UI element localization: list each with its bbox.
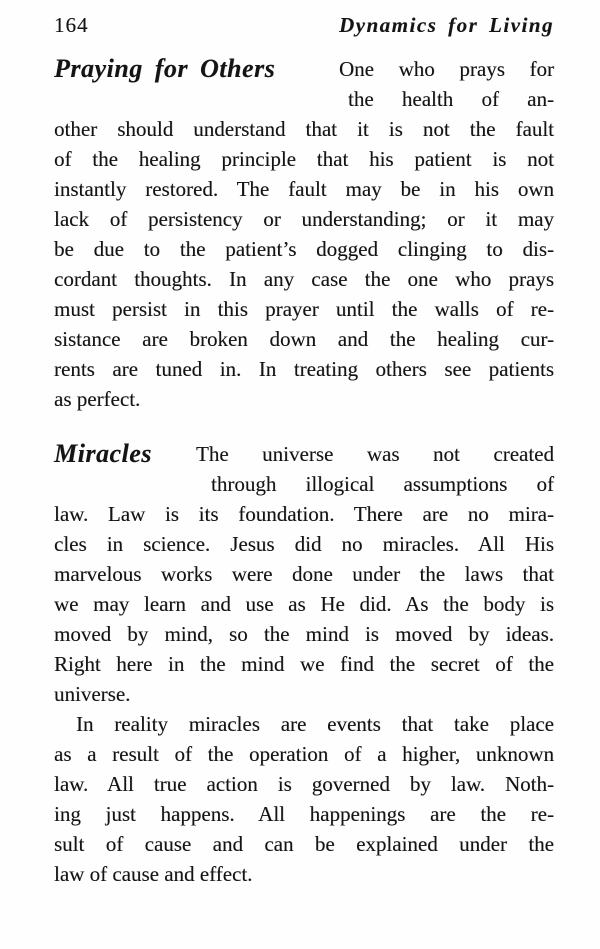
text-line: through illogical assumptions of: [211, 472, 554, 496]
section-heading-miracles: Miracles: [54, 439, 152, 468]
text-line: sult of cause and can be explained under the: [54, 832, 554, 856]
text-line: instantly restored. The fault may be in his own: [54, 177, 554, 201]
section-head-row: [54, 439, 554, 499]
text-line: law. All true action is governed by law. Noth-: [54, 772, 554, 796]
text-line: as a result of the operation of a higher, unknown: [54, 742, 554, 766]
side-lines-column: [196, 439, 554, 499]
text-line: ing just happens. All happenings are the re-: [54, 802, 554, 826]
text-line: lack of persistency or understanding; or it may: [54, 207, 554, 231]
text-line: marvelous works were done under the laws that: [54, 562, 554, 586]
text-line: other should understand that it is not the fault: [54, 117, 554, 141]
text-line: be due to the patient’s dogged clinging to dis-: [54, 237, 554, 261]
text-line: the health of an-: [348, 87, 554, 111]
section-praying-for-others: [54, 54, 554, 414]
text-line: In reality miracles are events that take place: [76, 712, 554, 736]
side-lines-column: [339, 54, 554, 114]
page-number: 164: [54, 13, 89, 37]
text-line: moved by mind, so the mind is moved by ideas.: [54, 622, 554, 646]
text-line: universe.: [54, 682, 131, 706]
text-line: One who prays for: [339, 57, 554, 81]
text-line: sistance are broken down and the healing cur-: [54, 327, 554, 351]
section-miracles: [54, 439, 554, 709]
running-title: Dynamics for Living: [339, 13, 554, 37]
text-line: must persist in this prayer until the walls of re-: [54, 297, 554, 321]
section-heading-praying-for-others: Praying for Others: [54, 54, 276, 83]
paragraph-miracles-reality: [54, 709, 554, 889]
section-head-row: [54, 54, 554, 114]
text-line: as perfect.: [54, 387, 141, 411]
text-line: The universe was not created: [196, 442, 554, 466]
text-line: rents are tuned in. In treating others see patients: [54, 357, 554, 381]
page-header: [54, 12, 554, 38]
text-line: of the healing principle that his patient is not: [54, 147, 554, 171]
text-line: cordant thoughts. In any case the one who prays: [54, 267, 554, 291]
text-line: Right here in the mind we find the secret of the: [54, 652, 554, 676]
text-line: law. Law is its foundation. There are no mira-: [54, 502, 554, 526]
text-line: we may learn and use as He did. As the body is: [54, 592, 554, 616]
text-line: cles in science. Jesus did no miracles. All His: [54, 532, 554, 556]
text-line: law of cause and effect.: [54, 862, 253, 886]
